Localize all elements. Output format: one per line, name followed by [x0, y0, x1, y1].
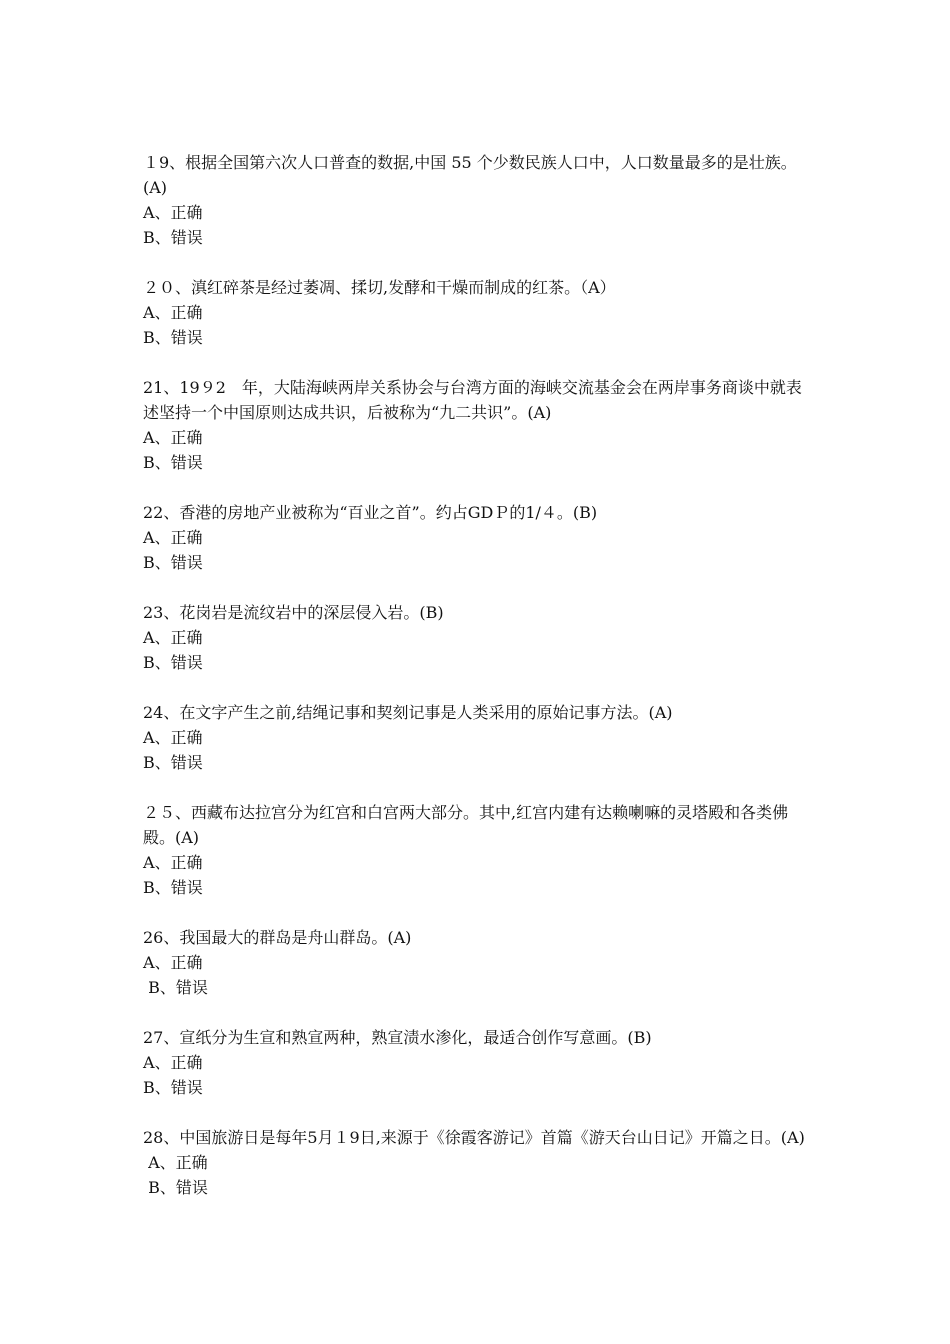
option-b: B、错误 [143, 1178, 208, 1197]
question-text: 21、19９2 年，大陆海峡两岸关系协会与台湾方面的海峡交流基金会在两岸事务商谈中就表述坚持一个中国原则达成共识，后被称为“九二共识”。(A) [143, 378, 802, 422]
option-b: B、错误 [143, 328, 203, 347]
question-text: 24、在文字产生之前,结绳记事和契刻记事是人类采用的原始记事方法。(A) [143, 703, 673, 722]
question-23 [143, 600, 813, 675]
option-b: B、错误 [143, 228, 203, 247]
question-20 [143, 275, 813, 350]
option-a: A、正确 [143, 628, 203, 647]
question-22 [143, 500, 813, 575]
question-26 [143, 925, 813, 1000]
option-b: B、错误 [143, 753, 203, 772]
option-a: A、正确 [143, 528, 203, 547]
question-text: 28、中国旅游日是每年5月１9日,来源于《徐霞客游记》首篇《游天台山日记》开篇之日。(A) [143, 1128, 805, 1147]
question-text: 27、宣纸分为生宣和熟宣两种，熟宣渍水渗化，最适合创作写意画。(B) [143, 1028, 652, 1047]
option-a: A、正确 [143, 203, 203, 222]
option-a: A、正确 [143, 1153, 208, 1172]
option-a: A、正确 [143, 303, 203, 322]
option-a: A、正确 [143, 1053, 203, 1072]
option-a: A、正确 [143, 853, 203, 872]
option-b: B、错误 [143, 653, 203, 672]
question-text: ２０、滇红碎茶是经过萎凋、揉切,发酵和干燥而制成的红茶。（A） [143, 278, 616, 297]
question-27 [143, 1025, 813, 1100]
option-b: B、错误 [143, 978, 208, 997]
question-text: ２５、西藏布达拉宫分为红宫和白宫两大部分。其中,红宫内建有达赖喇嘛的灵塔殿和各类佛殿。(A) [143, 803, 789, 847]
option-b: B、错误 [143, 453, 203, 472]
option-b: B、错误 [143, 878, 203, 897]
question-text: 26、我国最大的群岛是舟山群岛。(A) [143, 928, 412, 947]
option-a: A、正确 [143, 728, 203, 747]
option-b: B、错误 [143, 553, 203, 572]
option-a: A、正确 [143, 428, 203, 447]
question-text: １9、根据全国第六次人口普查的数据,中国 55 个少数民族人口中，人口数量最多的是壮族。(A) [143, 153, 797, 197]
option-b: B、错误 [143, 1078, 203, 1097]
question-25 [143, 800, 813, 900]
document-page [143, 150, 813, 1225]
question-28 [143, 1125, 813, 1200]
question-24 [143, 700, 813, 775]
question-21 [143, 375, 813, 475]
question-text: 22、香港的房地产业被称为“百业之首”。约占GDＰ的1/４。(B) [143, 503, 598, 522]
option-a: A、正确 [143, 953, 203, 972]
question-text: 23、花岗岩是流纹岩中的深层侵入岩。(B) [143, 603, 444, 622]
question-19 [143, 150, 813, 250]
